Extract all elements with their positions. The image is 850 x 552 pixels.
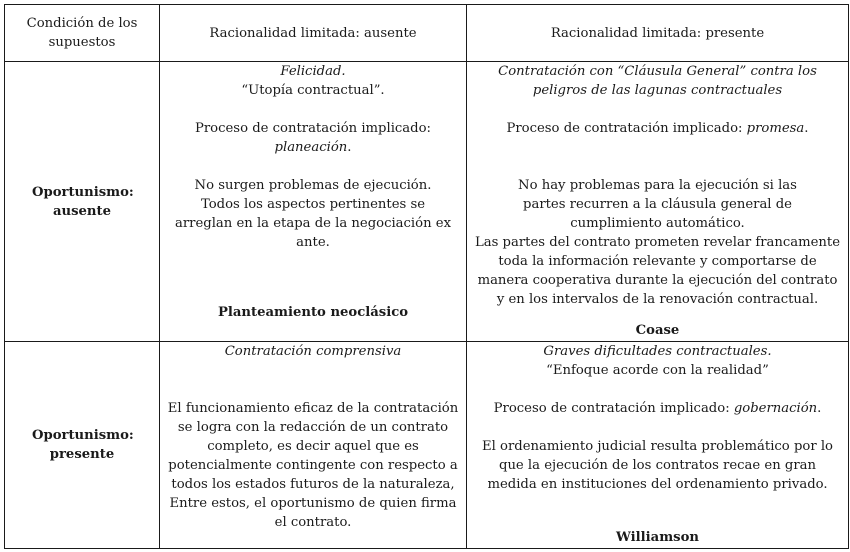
cell-body: El ordenamiento judicial resulta problemático por lo que la ejecución de los contratos recae en gran medida en instituciones del ordenamiento privado. bbox=[482, 439, 833, 492]
cell-felicidad bbox=[160, 62, 467, 342]
cell-clausula-general bbox=[467, 62, 849, 342]
cell-title: Contratación con “Cláusula General” contra los peligros de las lagunas contractuales bbox=[498, 64, 817, 98]
row-header-text: Oportunismo: ausente bbox=[32, 184, 134, 219]
corner-header bbox=[5, 5, 160, 62]
process-label: Proceso de contratación implicado: bbox=[195, 121, 431, 136]
cell-body: No surgen problemas de ejecución. Todos los aspectos pertinentes se arreglan en la etapa de la negociación ex ante. bbox=[174, 178, 452, 250]
process-value: planeación bbox=[274, 140, 348, 155]
cell-body: No hay problemas para la ejecución si las partes recurren a la cláusula general de cumplimiento automático. bbox=[518, 178, 797, 231]
column-header-present-text: Racionalidad limitada: presente bbox=[550, 25, 765, 41]
cell-title: Graves dificultades contractuales. bbox=[543, 344, 772, 359]
process-suffix: . bbox=[817, 401, 822, 416]
header-row bbox=[5, 5, 849, 62]
cell-graves-dificultades bbox=[467, 342, 849, 549]
process-value: promesa bbox=[746, 121, 805, 136]
process-value: gobernación bbox=[733, 401, 818, 416]
process-label: Proceso de contratación implicado: bbox=[493, 401, 734, 416]
cell-contratacion-comprensiva bbox=[160, 342, 467, 549]
row-header-text: Oportunismo: presente bbox=[32, 428, 134, 462]
column-header-present bbox=[467, 5, 849, 62]
row-header-opportunism-present bbox=[5, 342, 160, 549]
column-header-absent-text: Racionalidad limitada: ausente bbox=[209, 25, 417, 41]
contract-matrix-table bbox=[4, 4, 849, 549]
corner-header-text: Condición de los supuestos bbox=[26, 16, 138, 50]
cell-title: Felicidad. bbox=[280, 64, 346, 79]
process-label: Proceso de contratación implicado: bbox=[506, 121, 747, 136]
table-row bbox=[5, 342, 849, 549]
cell-subtitle: “Enfoque acorde con la realidad” bbox=[546, 363, 769, 378]
cell-body-2: Las partes del contrato prometen revelar francamente toda la información relevante y comportarse de manera cooperativa durante la ejecución del contrato y en los intervalos de la renovación contractual. bbox=[474, 235, 841, 307]
cell-author: Williamson bbox=[616, 530, 699, 545]
process-suffix: . bbox=[347, 140, 352, 155]
cell-author: Planteamiento neoclásico bbox=[217, 305, 409, 320]
row-header-opportunism-absent bbox=[5, 62, 160, 342]
process-suffix: . bbox=[804, 121, 809, 136]
column-header-absent bbox=[160, 5, 467, 62]
table-row bbox=[5, 62, 849, 342]
cell-subtitle: “Utopía contractual”. bbox=[241, 83, 385, 98]
cell-body: El funcionamiento eficaz de la contratación se logra con la redacción de un contrato completo, es decir aquel que es potencialmente contingente con respecto a todos los estados futuros de la naturaleza, Entre estos, el oportunismo de quien firma el contrato. bbox=[167, 401, 459, 530]
cell-title: Contratación comprensiva bbox=[224, 344, 402, 359]
cell-author: Coase bbox=[635, 323, 680, 338]
